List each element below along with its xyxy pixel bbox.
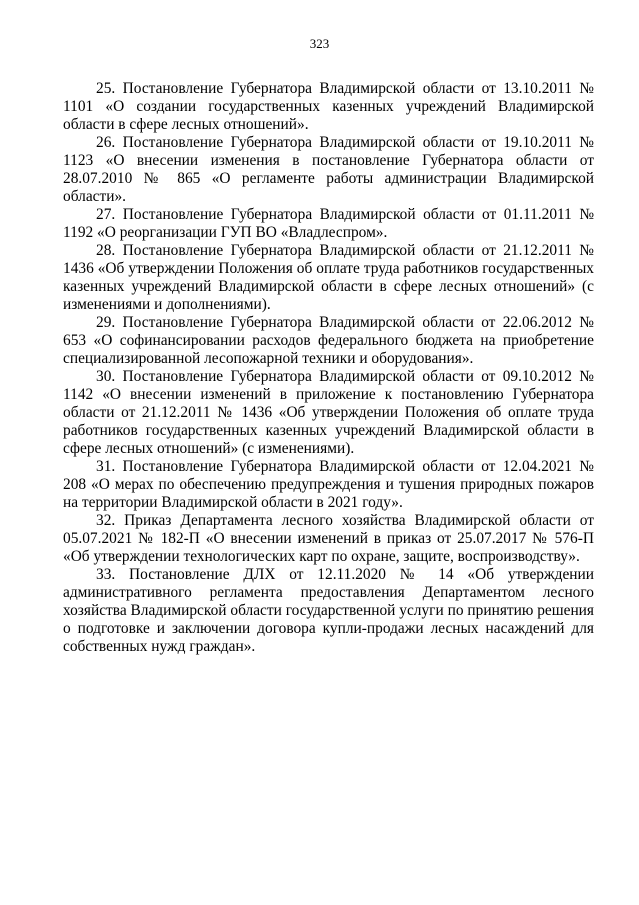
list-item-26: 26. Постановление Губернатора Владимирской области от 19.10.2011 № 1123 «О внесении изменения в постановление Губернатора области от 28.07.2010 № 865 «О регламенте работы администрации Владимирской области». [63,134,594,205]
page-number: 323 [309,36,330,51]
document-body [63,80,594,656]
list-item-29: 29. Постановление Губернатора Владимирской области от 22.06.2012 № 653 «О софинансировании расходов федерального бюджета на приобретение специализированной лесопожарной техники и оборудования». [63,314,594,367]
list-item-25: 25. Постановление Губернатора Владимирской области от 13.10.2011 № 1101 «О создании государственных казенных учреждений Владимирской области в сфере лесных отношений». [63,80,594,133]
list-item-28: 28. Постановление Губернатора Владимирской области от 21.12.2011 № 1436 «Об утверждении Положения об оплате труда работников государственных казенных учреждений Владимирской области в сфере лесных отношений» (с изменениями и дополнениями). [63,242,594,313]
list-item-33: 33. Постановление ДЛХ от 12.11.2020 № 14 «Об утверждении административного регламента предоставления Департаментом лесного хозяйства Владимирской области государственной услуги по принятию решения о подготовке и заключении договора купли-продажи лесных насаждений для собственных нужд граждан». [63,566,594,655]
list-item-31: 31. Постановление Губернатора Владимирской области от 12.04.2021 № 208 «О мерах по обеспечению предупреждения и тушения природных пожаров на территории Владимирской области в 2021 году». [63,458,594,511]
list-item-27: 27. Постановление Губернатора Владимирской области от 01.11.2011 № 1192 «О реорганизации ГУП ВО «Владлеспром». [63,206,594,241]
list-item-30: 30. Постановление Губернатора Владимирской области от 09.10.2012 № 1142 «О внесении изменений в приложение к постановлению Губернатора области от 21.12.2011 № 1436 «Об утверждении Положения об оплате труда работников государственных казенных учреждений Владимирской области в сфере лесных отношений» (с изменениями). [63,368,594,457]
list-item-32: 32. Приказ Департамента лесного хозяйства Владимирской области от 05.07.2021 № 182-П «О внесении изменений в приказ от 25.07.2017 № 576-П «Об утверждении технологических карт по охране, защите, воспроизводству». [63,512,594,565]
